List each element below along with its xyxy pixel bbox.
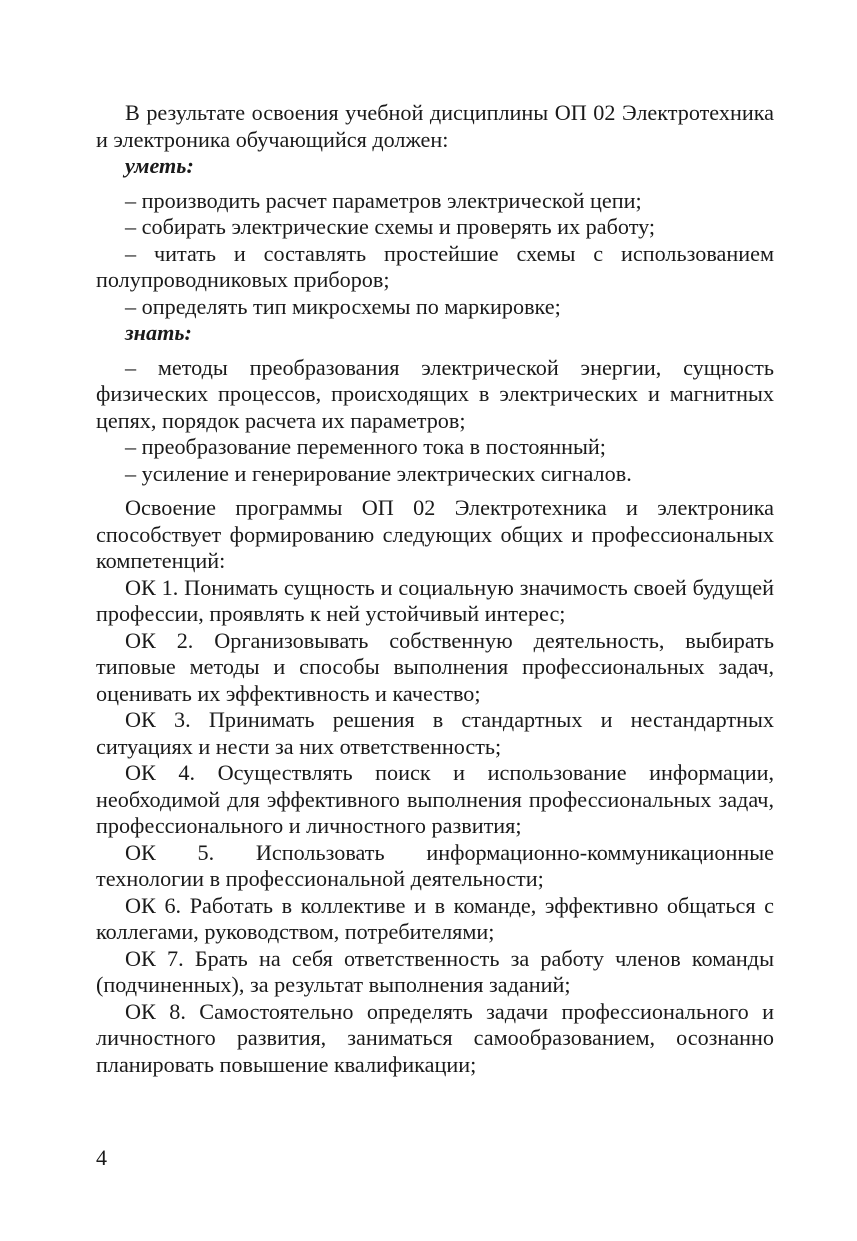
knowledge-heading: знать: [125,320,192,345]
skills-heading: уметь: [125,153,194,178]
competency-item: ОК 8. Самостоятельно определять задачи профессионального и личностного развития, заниматься самообразованием, осознанно планировать повышение квалификации; [96,998,774,1077]
knowledge-item: – усиление и генерирование электрических сигналов. [125,460,632,486]
skill-item: – собирать электрические схемы и проверять их работу; [125,214,656,239]
page-body [96,100,774,1078]
competency-item: ОК 2. Организовывать собственную деятельность, выбирать типовые методы и способы выполнения профессиональных задач, оценивать их эффективность и качество; [96,627,774,706]
skill-item: – производить расчет параметров электрической цепи; [125,187,642,213]
knowledge-item: – преобразование переменного тока в постоянный; [125,434,606,459]
competency-item: ОК 6. Работать в коллективе и в команде, эффективно общаться с коллегами, руководством, потребителями; [96,892,774,944]
competency-item: ОК 7. Брать на себя ответственность за работу членов команды (подчиненных), за результат выполнения заданий; [96,945,774,997]
skill-item: – читать и составлять простейшие схемы с использованием полупроводниковых приборов; [96,240,774,292]
competency-item: ОК 4. Осуществлять поиск и использование информации, необходимой для эффективного выполнения профессиональных задач, профессионального и личностного развития; [96,760,774,838]
intro-paragraph: В результате освоения учебной дисциплины ОП 02 Электротехника и электроника обучающийся должен: [96,100,774,152]
skill-item: – определять тип микросхемы по маркировке; [125,293,561,319]
knowledge-item: – методы преобразования электрической энергии, сущность физических процессов, происходящих в электрических и магнитных цепях, порядок расчета их параметров; [96,354,774,433]
competency-item: ОК 3. Принимать решения в стандартных и нестандартных ситуациях и нести за них ответственность; [96,707,774,759]
page-number: 4 [96,1145,107,1170]
competencies-intro: Освоение программы ОП 02 Электротехника и электроника способствует формированию следующих общих и профессиональных компетенций: [96,495,774,573]
competency-item: ОК 5. Использовать информационно-коммуникационные технологии в профессиональной деятельности; [96,839,774,891]
competency-item: ОК 1. Понимать сущность и социальную значимость своей будущей профессии, проявлять к ней устойчивый интерес; [96,574,774,626]
